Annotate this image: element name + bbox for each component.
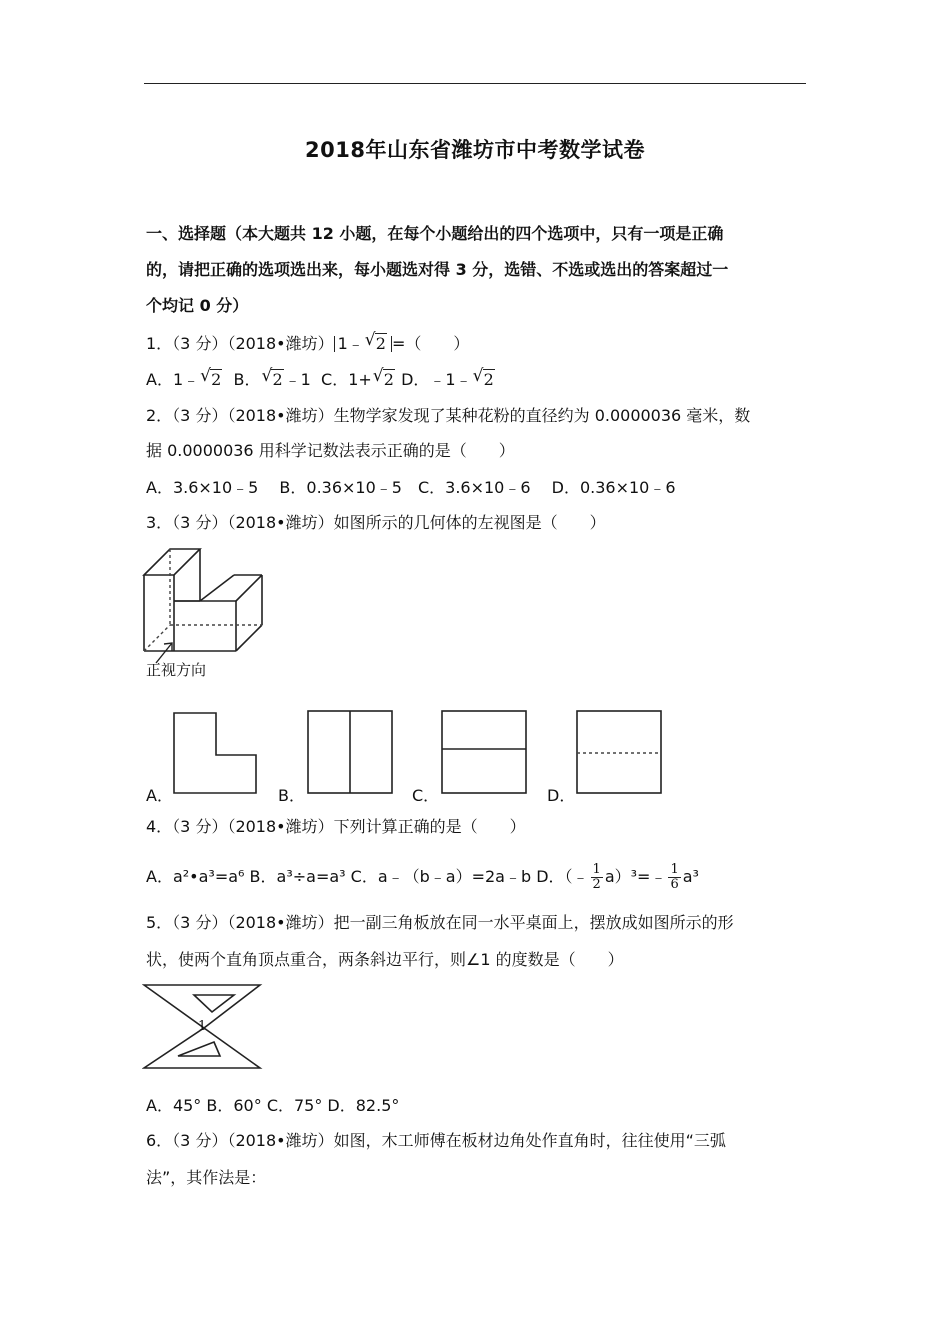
section-heading-line-1: 一、选择题（本大题共 12 小题，在每个小题给出的四个选项中，只有一项是正确 (146, 224, 724, 243)
question-5-options: A．45° B．60° C．75° D．82.5° (146, 1096, 400, 1115)
option-a-figure (172, 711, 260, 795)
fraction-one-sixth: $\frac{1}{6}$ (670, 861, 679, 892)
option-d-figure (575, 709, 663, 795)
question-2-line-2: 据 0.0000036 用科学记数法表示正确的是（ ） (146, 441, 515, 460)
question-5-line-2: 状，使两个直角顶点重合，两条斜边平行，则∠1 的度数是（ ） (146, 950, 624, 969)
question-5-line-1: 5．（3 分）（2018•潍坊）把一副三角板放在同一水平桌面上，摆放成如图所示的形 (146, 913, 734, 932)
angle-label: 1 (198, 1019, 207, 1034)
option-d-label: D． (547, 786, 576, 805)
option-b-figure (306, 709, 394, 795)
question-3-stem: 3．（3 分）（2018•潍坊）如图所示的几何体的左视图是（ ） (146, 513, 606, 532)
header-rule (144, 83, 806, 84)
page-title: 2018年山东省潍坊市中考数学试卷 (305, 138, 645, 162)
section-heading-line-3: 个均记 0 分） (146, 296, 249, 315)
fraction-one-half: $\frac{1}{2}$ (592, 861, 601, 892)
question-4-stem: 4．（3 分）（2018•潍坊）下列计算正确的是（ ） (146, 817, 526, 836)
section-heading-line-2: 的，请把正确的选项选出来，每小题选对得 3 分，选错、不选或选出的答案超过一 (146, 260, 729, 279)
option-b-label: B． (278, 786, 305, 805)
question-4-options: A．a²•a³=a⁶ B．a³÷a=a³ C．a﹣（b﹣a）=2a﹣b D．（﹣ $\frac{1}{2}$ a）³=﹣ $\frac{1}{6}$ a³ (146, 861, 699, 892)
option-a-label: A． (146, 786, 173, 805)
triangle-figure (142, 982, 264, 1074)
question-2-line-1: 2．（3 分）（2018•潍坊）生物学家发现了某种花粉的直径约为 0.0000036 毫米，数 (146, 406, 751, 425)
sqrt-expression: √ 2 (364, 330, 386, 353)
question-1-stem: 1．（3 分）（2018•潍坊） 1﹣ √ 2 =（ ） (146, 330, 470, 353)
question-2-options: A．3.6×10﹣5 B．0.36×10﹣5 C．3.6×10﹣6 D．0.36×10﹣6 (146, 478, 676, 497)
figure-caption: 正视方向 (146, 661, 207, 679)
question-6-line-1: 6．（3 分）（2018•潍坊）如图，木工师傅在板材边角处作直角时，往往使用“三弧 (146, 1131, 726, 1150)
question-1-options: A．1﹣ √ 2 B． √ 2 ﹣1 C．1+ √ 2 D．﹣1﹣ √ 2 (146, 366, 494, 389)
question-6-line-2: 法”，其作法是： (146, 1168, 267, 1187)
option-c-figure (440, 709, 528, 795)
option-c-label: C． (412, 786, 440, 805)
absolute-value: 1﹣ √ 2 (334, 336, 392, 352)
